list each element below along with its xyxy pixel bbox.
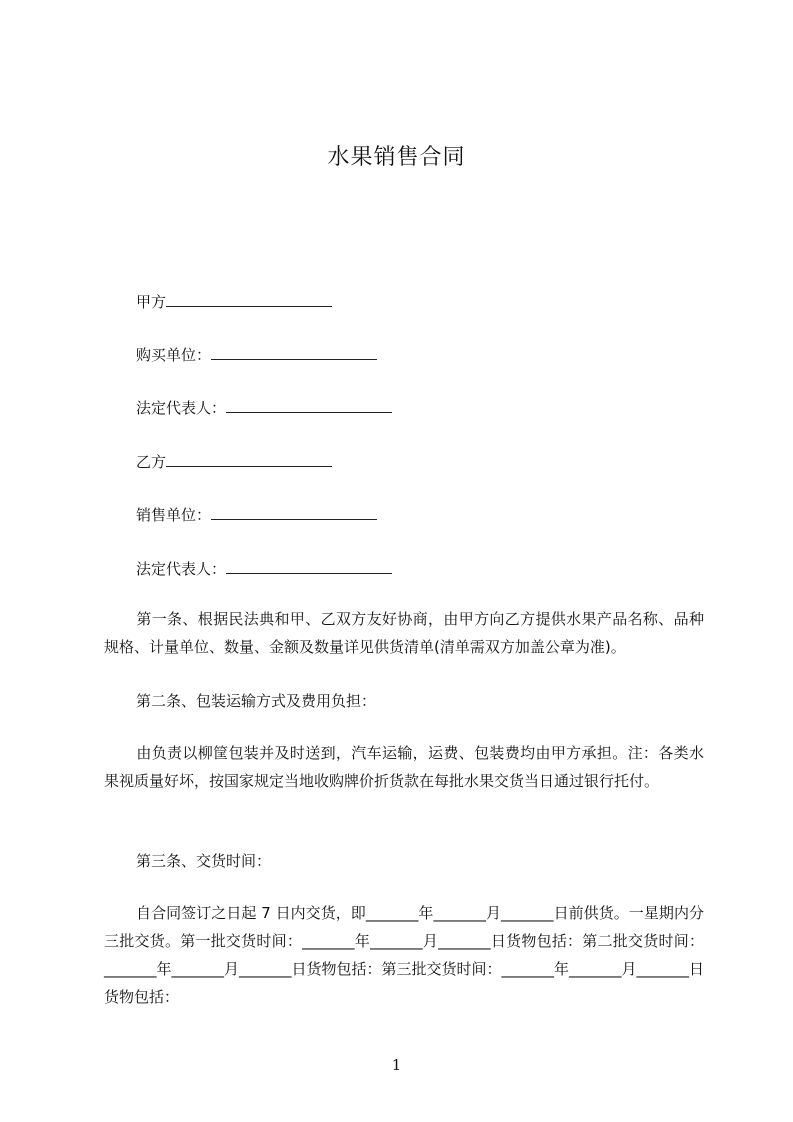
- article-2: [104, 739, 704, 795]
- party-a-label: 甲方: [136, 293, 167, 311]
- party-a-legal-rep-blank[interactable]: [226, 397, 392, 413]
- seller-unit-label: 销售单位：: [136, 506, 212, 524]
- article-2-heading: 第二条、包装运输方式及费用负担：: [136, 692, 377, 710]
- party-b-blank[interactable]: [166, 451, 332, 467]
- page-number: 1: [391, 1056, 402, 1074]
- article-2-text: 由负责以柳筐包装并及时送到，汽车运输，运费、包装费均由甲方承担。注：各类水果视质量好坏，按国家规定当地收购牌价折货款在每批水果交货当日通过银行托付。: [104, 744, 704, 790]
- document-title: 水果销售合同: [327, 145, 466, 170]
- seller-unit-blank[interactable]: [211, 504, 377, 520]
- party-a-blank[interactable]: [166, 291, 332, 307]
- party-a-line: [136, 291, 332, 313]
- party-b-legal-rep-blank[interactable]: [226, 558, 392, 574]
- buyer-unit-blank[interactable]: [211, 344, 377, 360]
- article-1: [104, 605, 704, 661]
- article-1-text: 第一条、根据民法典和甲、乙双方友好协商，由甲方向乙方提供水果产品名称、品种规格、计量单位、数量、金额及数量详见供货清单(清单需双方加盖公章为准)。: [104, 610, 704, 656]
- party-a-legal-rep-label: 法定代表人：: [136, 399, 227, 417]
- article-3-heading: 第三条、交货时间：: [136, 852, 272, 870]
- article-3-text: 自合同签订之日起 7 日内交货，即_______年_______月_______日前供货。一星期内分三批交货。第一批交货时间：_______年_______月_______日货物包括：第二批交货时间：_______年_______月_______日货物包括：第三批交货时间：_______年_______月_______日货物包括：: [104, 904, 705, 1006]
- seller-unit-line: [136, 504, 377, 526]
- buyer-unit-line: [136, 344, 377, 366]
- party-b-legal-rep-line: [136, 558, 392, 580]
- party-b-line: [136, 451, 332, 473]
- buyer-unit-label: 购买单位：: [136, 346, 212, 364]
- party-b-legal-rep-label: 法定代表人：: [136, 560, 227, 578]
- party-b-label: 乙方: [136, 453, 167, 471]
- party-a-legal-rep-line: [136, 397, 392, 419]
- article-3: [104, 899, 704, 1011]
